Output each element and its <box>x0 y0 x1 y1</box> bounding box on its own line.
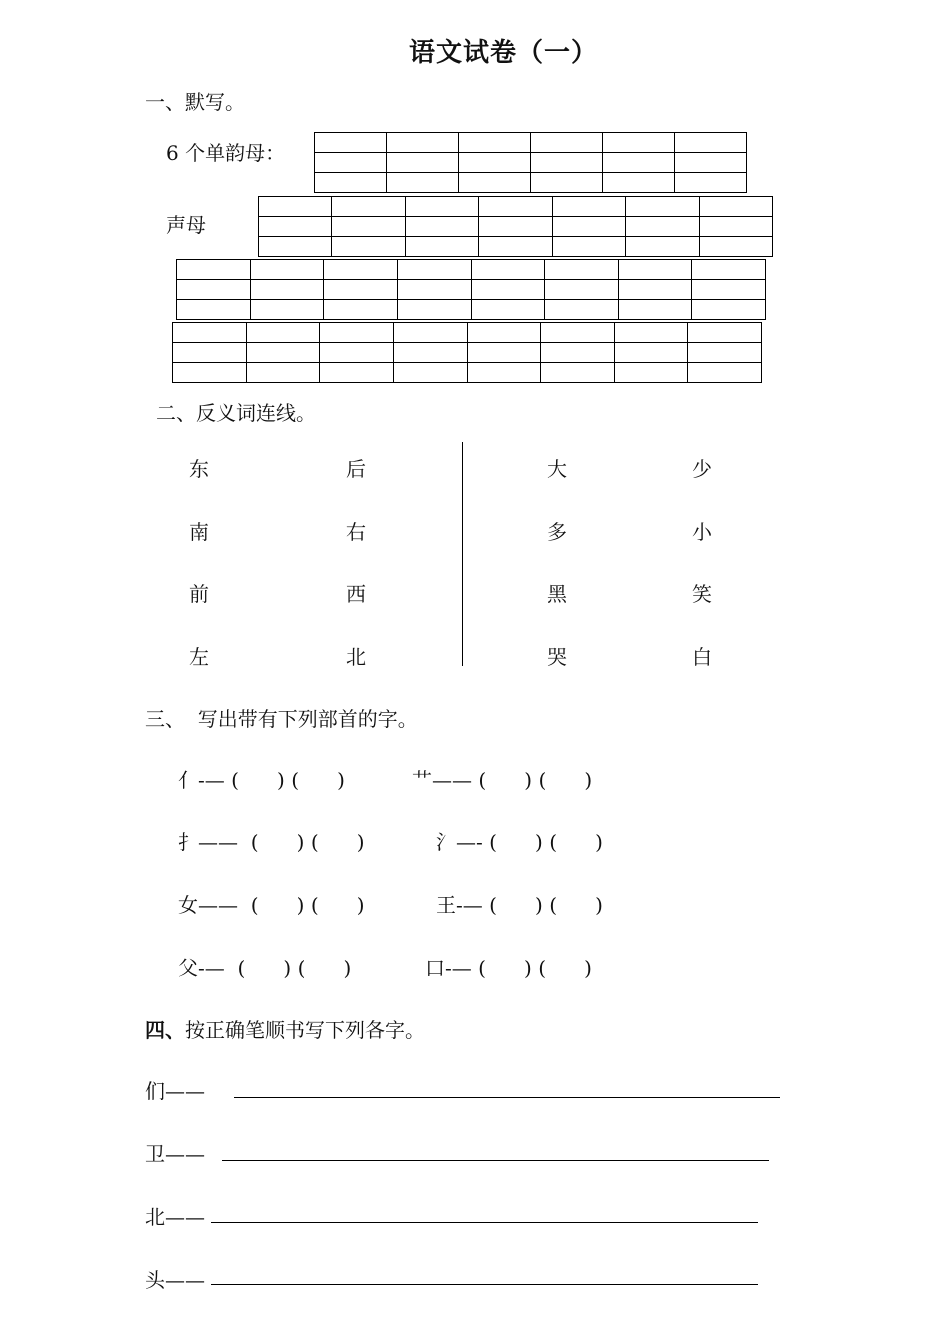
radical-row-left[interactable]: 扌—— ( ) ( ) <box>178 830 365 854</box>
antonym-left-2[interactable]: 右 <box>346 520 366 544</box>
radical-row-right[interactable]: 艹—— ( ) ( ) <box>412 768 593 792</box>
antonym-right-1[interactable]: 多 <box>547 520 567 544</box>
stroke-order-char: 们—— <box>145 1079 205 1103</box>
radical-row-right[interactable]: 王-— ( ) ( ) <box>436 893 603 917</box>
section2-heading: 二、反义词连线。 <box>156 401 316 425</box>
antonym-right-2[interactable]: 少 <box>692 457 712 481</box>
divider-line <box>462 442 463 666</box>
section4-title: 按正确笔顺书写下列各字。 <box>185 1018 425 1042</box>
section3-heading: 三、 写出带有下列部首的字。 <box>145 707 418 731</box>
antonym-left-1[interactable]: 左 <box>189 645 209 669</box>
stroke-order-char: 卫—— <box>145 1142 205 1166</box>
section1-heading: 一、默写。 <box>145 90 245 114</box>
antonym-left-1[interactable]: 南 <box>189 520 209 544</box>
stroke-order-char: 头—— <box>145 1268 205 1292</box>
section4-heading <box>145 1014 425 1043</box>
antonym-right-2[interactable]: 白 <box>692 645 712 669</box>
antonym-right-1[interactable]: 哭 <box>547 645 567 669</box>
page-title: 语文试卷（一） <box>409 38 599 68</box>
radical-row-left[interactable]: 父-— ( ) ( ) <box>178 956 352 980</box>
antonym-left-2[interactable]: 西 <box>346 582 366 606</box>
writing-line[interactable] <box>211 1284 758 1285</box>
vowels-writing-grid[interactable] <box>314 132 747 193</box>
antonym-left-2[interactable]: 后 <box>346 457 366 481</box>
initials-writing-grid-3[interactable] <box>172 322 762 383</box>
antonym-left-2[interactable]: 北 <box>346 645 366 669</box>
antonym-right-2[interactable]: 小 <box>692 520 712 544</box>
stroke-order-char: 北—— <box>145 1205 205 1229</box>
writing-line[interactable] <box>234 1097 780 1098</box>
initials-writing-grid-2[interactable] <box>176 259 766 320</box>
antonym-right-2[interactable]: 笑 <box>692 582 712 606</box>
antonym-left-1[interactable]: 东 <box>189 457 209 481</box>
initials-label: 声母 <box>166 213 206 237</box>
vowels-label: 6 个单韵母： <box>166 141 286 165</box>
antonym-right-1[interactable]: 黑 <box>547 582 567 606</box>
writing-line[interactable] <box>211 1222 758 1223</box>
initials-writing-grid-1[interactable] <box>258 196 773 257</box>
writing-line[interactable] <box>222 1160 769 1161</box>
radical-row-right[interactable]: 氵—- ( ) ( ) <box>436 830 603 854</box>
section4-number: 四、 <box>145 1018 185 1042</box>
antonym-left-1[interactable]: 前 <box>189 582 209 606</box>
antonym-right-1[interactable]: 大 <box>547 457 567 481</box>
radical-row-left[interactable]: 女—— ( ) ( ) <box>178 893 365 917</box>
radical-row-left[interactable]: 亻-— ( ) ( ) <box>178 768 345 792</box>
radical-row-right[interactable]: 口-— ( ) ( ) <box>425 956 592 980</box>
